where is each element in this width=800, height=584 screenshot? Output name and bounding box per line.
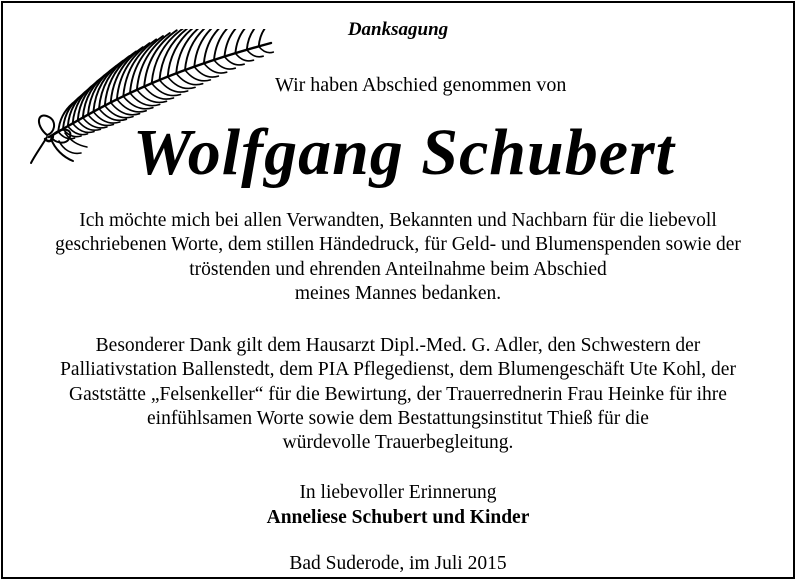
frond-leaflet [214, 60, 235, 69]
frond-leaflet [247, 50, 263, 57]
notice-heading: Danksagung [347, 19, 449, 40]
special-thanks-line: Gaststätte „Felsenkeller“ für die Bewirtung, der Trauerrednerin Frau Heinke für ihre [69, 383, 727, 405]
deceased-name: Wolfgang Schubert [132, 116, 676, 189]
closing-block [3, 480, 793, 530]
frond-leaflet [130, 93, 160, 106]
thanks-line: geschriebenen Worte, dem stillen Händedruck, für Geld- und Blumenspenden sowie der [55, 234, 741, 256]
special-thanks-line: würdevolle Trauerbegleitung. [282, 432, 514, 454]
intro-line: Wir haben Abschied genommen von [275, 74, 567, 96]
thanks-line: meines Mannes bedanken. [294, 282, 502, 304]
frond-leaflet [123, 96, 153, 109]
thanks-line: Ich möchte mich bei allen Verwandten, Bekannten und Nachbarn für die liebevoll [79, 210, 717, 231]
frond-leaflet [117, 99, 146, 112]
thanks-line: tröstenden und ehrenden Anteilnahme beim Abschied [189, 258, 607, 280]
obituary-notice [1, 1, 795, 579]
closing-greeting: In liebevoller Erinnerung [299, 482, 497, 503]
frond-leaflet [259, 46, 274, 52]
place-date: Bad Suderode, im Juli 2015 [289, 553, 507, 574]
signers: Anneliese Schubert und Kinder [266, 507, 530, 528]
special-thanks-paragraph [3, 334, 793, 455]
special-thanks-line: Palliativstation Ballenstedt, dem PIA Pflegedienst, dem Blumengeschäft Ute Kohl, der [60, 359, 736, 381]
thanks-paragraph [3, 209, 793, 306]
special-thanks-line: Besonderer Dank gilt dem Hausarzt Dipl.-Med. G. Adler, den Schwestern der [95, 335, 701, 356]
frond-leaflet [111, 103, 140, 115]
special-thanks-line: einfühlsamen Worte sowie dem Bestattungsinstitut Thieß für die [147, 407, 649, 429]
